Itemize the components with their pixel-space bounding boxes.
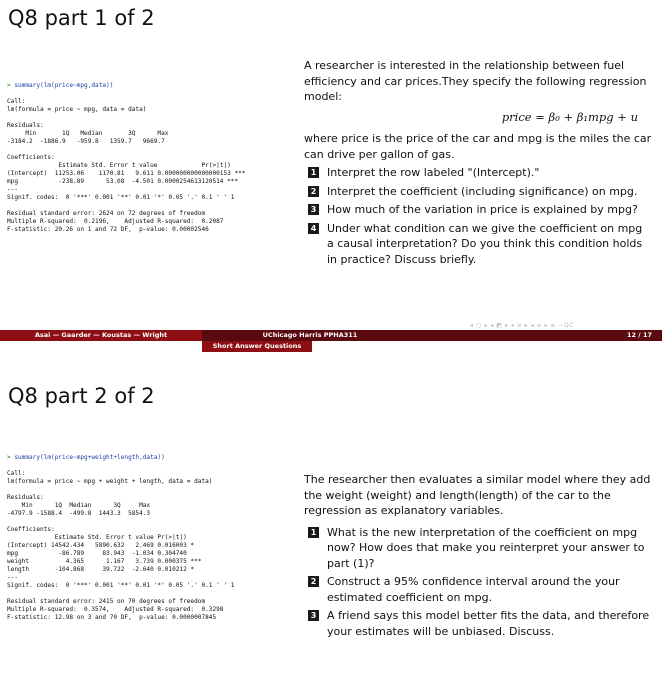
r-output-line: Residuals: [7,122,44,129]
question-text-item: What is the new interpretation of the coefficient on mpg now? How does that make you reinterpret your answer to part (1)? [327,525,645,570]
footer-authors: Asai — Gaarder — Koustas — Wright [0,330,202,341]
question-number: 2 [308,576,319,587]
r-output-line: Multiple R-squared: 0.3574, Adjusted R-squared: 0.3298 [7,606,224,613]
r-output-line: --- [7,574,19,581]
r-output-line: Signif. codes: 0 '***' 0.001 '**' 0.01 '*' 0.05 '.' 0.1 ' ' 1 [7,582,235,589]
r-prompt: > [7,454,11,461]
r-output-line: length -104.868 39.722 -2.640 0.010212 * [7,566,195,573]
r-output-line: Call: [7,98,26,105]
r-output-line: Min 1Q Median 3Q Max [7,502,151,509]
beamer-navigation-icons[interactable]: ◂ ▢ ▸ ◂ ◩ ▸ ◂ ≡ ▸ ◂ ≡ ▸ ≡ ∽QC [470,322,574,329]
slide-title: Q8 part 1 of 2 [8,6,155,30]
r-output-line [7,590,234,598]
r-prompt: > [7,82,11,89]
r-output-line: lm(formula = price ~ mpg, data = data) [7,106,147,113]
r-output-line: Signif. codes: 0 '***' 0.001 '**' 0.01 '*' 0.05 '.' 0.1 ' ' 1 [7,194,235,201]
question-item [304,202,652,218]
r-output-line [7,454,234,462]
variable-description: where price is the price of the car and mpg is the miles the car can drive per gallon of gas. [304,132,652,161]
question-text-item: Interpret the coefficient (including significance) on mpg. [327,184,638,198]
r-output [7,82,245,234]
question-number: 1 [308,167,319,178]
footer-course: UChicago Harris PPHA311 [202,330,418,341]
intro-text: A researcher is interested in the relationship between fuel efficiency and car prices.They specify the following regression model: [304,59,647,103]
question-text-item: Under what condition can we give the coefficient on mpg a causal interpretation? Do you think this condition holds in practice? Discuss briefly. [327,221,643,266]
r-output-line: (Intercept) 11253.06 1170.81 9.611 0.000000000000000153 *** [7,170,246,177]
r-command: summary(lm(price~mpg+weight+length,data)) [14,454,165,461]
r-output-line: -4797.9 -1588.4 -499.8 1443.3 5854.3 [7,510,151,517]
r-output-line: weight 4.365 1.167 3.739 0.000375 *** [7,558,202,565]
r-output-line: Estimate Std. Error t value Pr(>|t|) [7,534,187,541]
r-output-line [7,518,234,526]
r-output-line: mpg -238.89 53.08 -4.501 0.0000254613120514 *** [7,178,239,185]
r-output-line: Coefficients: [7,526,55,533]
question-text-item: Construct a 95% confidence interval around the your estimated coefficient on mpg. [327,575,620,604]
slide-part-1 [0,0,662,330]
question-text-item: A friend says this model better fits the data, and therefore your estimates will be unbiased. Discuss. [327,609,650,638]
question-item [304,221,652,268]
r-output-line: F-statistic: 20.26 on 1 and 72 DF, p-value: 0.00002546 [7,226,209,233]
r-output-line [7,146,245,154]
r-output-line: (Intercept) 14542.434 5890.632 2.469 0.016003 * [7,542,195,549]
question-list [304,165,652,267]
r-output-line: Call: [7,470,26,477]
question-item [304,184,652,200]
r-output-line: Residual standard error: 2624 on 72 degrees of freedom [7,210,206,217]
header-spacer-left [0,341,202,352]
question-list [304,525,652,640]
r-output-line [7,114,245,122]
question-item [304,165,652,181]
r-command: summary(lm(price~mpg,data)) [14,82,114,89]
question-number: 2 [308,186,319,197]
question-text [304,472,652,642]
r-output-line: -3184.2 -1886.9 -959.8 1359.7 9669.7 [7,138,165,145]
question-item [304,574,652,605]
r-output-line [7,486,234,494]
r-output-line [7,202,245,210]
section-header: Short Answer Questions [202,341,312,352]
question-number: 1 [308,527,319,538]
r-output-line: Multiple R-squared: 0.2196, Adjusted R-squared: 0.2087 [7,218,224,225]
question-item [304,525,652,572]
r-output [7,454,234,622]
r-output-line: F-statistic: 12.98 on 3 and 70 DF, p-value: 0.0000007845 [7,614,217,621]
r-output-line [7,82,245,90]
r-output-line: Estimate Std. Error t value Pr(>|t|) [7,162,231,169]
r-output-line: Residual standard error: 2415 on 70 degrees of freedom [7,598,206,605]
question-item [304,608,652,639]
question-text-item: How much of the variation in price is explained by mpg? [327,203,638,216]
r-output-line: Coefficients: [7,154,55,161]
slide-title: Q8 part 2 of 2 [8,384,155,408]
r-output-line: mpg -86.789 83.943 -1.034 0.304740 [7,550,187,557]
r-output-line: Min 1Q Median 3Q Max [7,130,169,137]
regression-formula: price = β₀ + β₁mpg + u [501,109,638,124]
question-number: 3 [308,204,319,215]
question-text-item: Interpret the row labeled "(Intercept)." [327,166,540,179]
r-output-line [7,90,245,98]
r-output-line: Residuals: [7,494,44,501]
question-text [304,58,652,270]
question-number: 4 [308,223,319,234]
r-output-line: lm(formula = price ~ mpg + weight + length, data = data) [7,478,213,485]
header-spacer-right [312,341,662,352]
r-output-line [7,462,234,470]
slide-footer [0,330,662,352]
intro-text: The researcher then evaluates a similar model where they add the weight (weight) and length(length) of the car to the regression as explanatory variables. [304,473,651,517]
question-number: 3 [308,610,319,621]
r-output-line: --- [7,186,19,193]
slide-part-2 [0,352,662,700]
footer-page-number: 12 / 17 [418,330,662,341]
